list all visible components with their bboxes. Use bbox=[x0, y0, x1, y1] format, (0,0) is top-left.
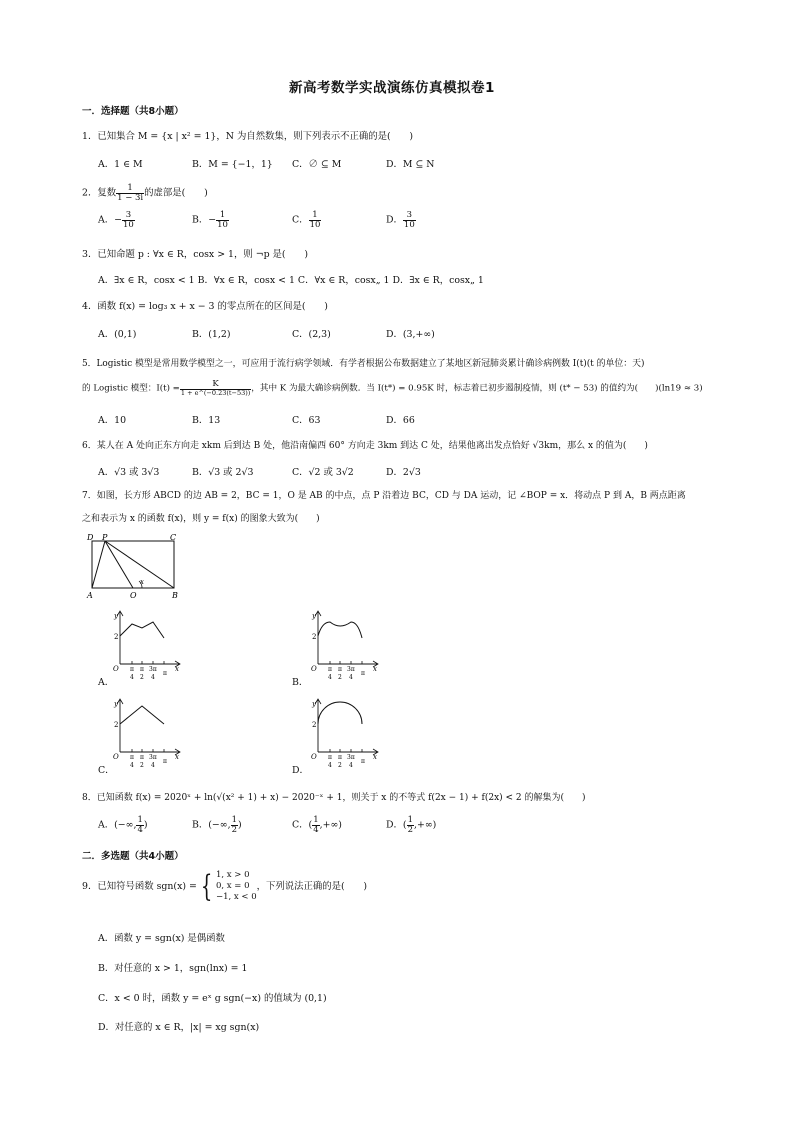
y-axis-label: y bbox=[114, 612, 118, 620]
question-3-options: A．∃x ∈ R，cosx < 1 B．∀x ∈ R，cosx < 1 C．∀x ∈ R，cosx„ 1 D．∃x ∈ R，cosx„ 1 bbox=[98, 275, 484, 286]
tick-pi: π bbox=[163, 758, 167, 765]
question-9-option-a: A．函数 y = sgn(x) 是偶函数 bbox=[98, 933, 225, 944]
question-7-line-2: 之和表示为 x 的函数 f(x)，则 y = f(x) 的图象大致为( ) bbox=[82, 514, 320, 524]
question-7-option-c: C． bbox=[98, 765, 115, 776]
fraction-denominator: 10 bbox=[403, 219, 415, 230]
x-axis-label: x bbox=[373, 665, 377, 673]
question-6-option-b: B．√3 或 2√3 bbox=[192, 467, 254, 478]
tick-pi-2-num: π bbox=[338, 666, 342, 673]
graph-option-a bbox=[108, 608, 188, 680]
option-label: B．− bbox=[192, 214, 217, 226]
option-label: D． bbox=[386, 214, 403, 226]
question-2-option-a bbox=[98, 211, 135, 229]
section-heading-choice: 一．选择题（共8小题） bbox=[82, 106, 184, 117]
question-9-option-d: D．对任意的 x ∈ R，|x| = xg sgn(x) bbox=[98, 1022, 260, 1033]
tick-3pi-4-num: 3π bbox=[149, 666, 157, 673]
option-label: A．(−∞, bbox=[98, 819, 137, 831]
option-close-paren: ) bbox=[238, 819, 242, 831]
y-axis-label: y bbox=[312, 612, 316, 620]
question-5-line-2-suffix: ，其中 K 为最大确诊病例数．当 I(t*) = 0.95K 时，标志着已初步遏制疫情，则 (t* − 53) 的值约为( )(ln19 ≈ 3) bbox=[251, 383, 703, 394]
question-2-stem-prefix: 2．复数 bbox=[82, 187, 117, 199]
question-9-stem-suffix: ，下列说法正确的是( ) bbox=[256, 881, 368, 892]
option-fraction bbox=[309, 211, 322, 229]
tick-3pi-4-den: 4 bbox=[151, 762, 155, 769]
question-4-stem: 4．函数 f(x) = log₃ x + x − 3 的零点所在的区间是( ) bbox=[82, 301, 328, 312]
question-7-option-d: D． bbox=[292, 765, 309, 776]
rectangle-figure bbox=[86, 534, 186, 600]
question-6-stem: 6．某人在 A 处向正东方向走 xkm 后到达 B 处，他沿南偏西 60° 方向走 3km 到达 C 处，结果他离出发点恰好 √3km，那么 x 的值为( ) bbox=[82, 441, 648, 451]
tick-pi-4-num: π bbox=[328, 666, 332, 673]
y-tick-2: 2 bbox=[114, 721, 119, 729]
option-fraction bbox=[216, 211, 229, 229]
graph-option-b bbox=[306, 608, 386, 680]
option-label: B．(−∞, bbox=[192, 819, 231, 831]
option-fraction bbox=[312, 816, 319, 834]
tick-pi-2-den: 2 bbox=[338, 762, 342, 769]
fraction-denominator: 1 + e^(−0.23(t−53)) bbox=[180, 388, 251, 397]
question-5-option-d: D．66 bbox=[386, 415, 415, 426]
question-4-option-c: C．(2,3) bbox=[292, 329, 331, 340]
fraction-denominator: 1 − 3i bbox=[117, 192, 144, 203]
x-axis-label: x bbox=[175, 665, 179, 673]
page-title: 新高考数学实战演练仿真模拟卷1 bbox=[289, 80, 495, 96]
x-axis-label: x bbox=[175, 753, 179, 761]
curve-d bbox=[318, 702, 362, 724]
segment-po bbox=[105, 541, 133, 588]
option-label: A．− bbox=[98, 214, 123, 226]
fraction-denominator: 2 bbox=[231, 824, 237, 835]
option-label: C．( bbox=[292, 819, 313, 831]
question-2-stem bbox=[82, 184, 208, 202]
tick-3pi-4-den: 4 bbox=[349, 674, 353, 681]
tick-pi-4-num: π bbox=[328, 754, 332, 761]
fraction-numerator: 1 bbox=[309, 211, 322, 221]
cases-brace: { bbox=[200, 868, 213, 904]
tick-3pi-4-num: 3π bbox=[347, 754, 355, 761]
tick-pi-4-den: 4 bbox=[130, 762, 134, 769]
label-o: O bbox=[130, 591, 137, 600]
fraction-numerator: 1 bbox=[116, 184, 144, 194]
y-tick-2: 2 bbox=[312, 721, 317, 729]
question-9-option-b: B．对任意的 x > 1，sgn(lnx) = 1 bbox=[98, 963, 248, 974]
question-5-line-2-prefix: 的 Logistic 模型：I(t) = bbox=[82, 383, 180, 394]
origin-label: O bbox=[113, 665, 119, 673]
tick-pi-2-den: 2 bbox=[140, 762, 144, 769]
question-1-option-d: D．M ⊆ N bbox=[386, 159, 435, 170]
label-a: A bbox=[87, 591, 93, 600]
graph-option-c bbox=[108, 696, 188, 768]
y-tick-2: 2 bbox=[312, 633, 317, 641]
label-b: B bbox=[172, 591, 178, 600]
case-positive: 1, x > 0 bbox=[215, 870, 250, 880]
question-2-option-b bbox=[192, 211, 229, 229]
question-2-option-c bbox=[292, 211, 321, 229]
question-9-option-c: C．x < 0 时，函数 y = eˣ g sgn(−x) 的值域为 (0,1) bbox=[98, 993, 327, 1004]
question-1-option-c: C．∅ ⊆ M bbox=[292, 159, 342, 170]
question-7-line-1: 7．如图，长方形 ABCD 的边 AB = 2，BC = 1，O 是 AB 的中点，点 P 沿着边 BC，CD 与 DA 运动，记 ∠BOP = x．将动点 P 到 A，B 两点距离 bbox=[82, 491, 686, 501]
curve-b bbox=[318, 622, 362, 638]
question-5-option-b: B．13 bbox=[192, 415, 221, 426]
fraction-denominator: 4 bbox=[137, 824, 143, 835]
fraction-denominator: 10 bbox=[123, 219, 134, 230]
fraction-numerator: 1 bbox=[407, 815, 413, 825]
tick-3pi-4-den: 4 bbox=[151, 674, 155, 681]
case-negative: −1, x < 0 bbox=[215, 892, 257, 902]
origin-label: O bbox=[311, 665, 317, 673]
fraction-numerator: 1 bbox=[313, 815, 319, 825]
tick-pi-4-den: 4 bbox=[328, 674, 332, 681]
fraction-numerator: 1 bbox=[137, 815, 143, 825]
graph-axes bbox=[315, 699, 378, 755]
tick-pi-4-num: π bbox=[130, 754, 134, 761]
question-5-line-2 bbox=[82, 380, 703, 396]
fraction-numerator: K bbox=[180, 380, 251, 390]
option-label: D．( bbox=[386, 819, 407, 831]
question-7-option-a: A． bbox=[98, 677, 115, 688]
tick-pi-2-den: 2 bbox=[338, 674, 342, 681]
question-1-option-b: B．M = {−1，1} bbox=[192, 159, 273, 170]
option-fraction bbox=[136, 816, 143, 834]
fraction-numerator: 1 bbox=[231, 815, 237, 825]
question-2-stem-suffix: 的虚部是( ) bbox=[144, 187, 208, 199]
label-d: D bbox=[87, 533, 94, 542]
tick-pi: π bbox=[163, 670, 167, 677]
option-fraction bbox=[403, 211, 416, 229]
question-6-option-c: C．√2 或 3√2 bbox=[292, 467, 354, 478]
rectangle-abcd bbox=[92, 541, 174, 588]
tick-pi: π bbox=[361, 758, 365, 765]
fraction-numerator: 1 bbox=[216, 211, 229, 221]
tick-3pi-4-den: 4 bbox=[349, 762, 353, 769]
tick-pi-4-num: π bbox=[130, 666, 134, 673]
question-4-option-b: B．(1,2) bbox=[192, 329, 231, 340]
fraction-numerator: 3 bbox=[403, 211, 416, 221]
option-label: C． bbox=[292, 214, 309, 226]
option-fraction bbox=[122, 211, 135, 229]
tick-3pi-4-num: 3π bbox=[149, 754, 157, 761]
graph-axes bbox=[315, 611, 378, 667]
question-9-stem bbox=[82, 870, 367, 903]
question-8-option-d bbox=[386, 816, 436, 834]
question-2-option-d bbox=[386, 211, 416, 229]
question-3-stem: 3．已知命题 p : ∀x ∈ R，cosx > 1，则 ¬p 是( ) bbox=[82, 249, 308, 260]
curve-a bbox=[120, 622, 164, 638]
tick-pi-2-num: π bbox=[140, 754, 144, 761]
question-5-fraction bbox=[180, 380, 251, 396]
question-2-fraction bbox=[116, 184, 144, 202]
x-axis-label: x bbox=[373, 753, 377, 761]
question-5-line-1: 5．Logistic 模型是常用数学模型之一，可应用于流行病学领域．有学者根据公布数据建立了某地区新冠肺炎累计确诊病例数 I(t)(t 的单位：天) bbox=[82, 359, 645, 369]
y-axis-label: y bbox=[114, 700, 118, 708]
fraction-denominator: 4 bbox=[313, 824, 319, 835]
section-heading-multi: 二．多选题（共4小题） bbox=[82, 851, 184, 862]
question-4-option-d: D．(3,+∞) bbox=[386, 329, 435, 340]
fraction-denominator: 2 bbox=[407, 824, 413, 835]
question-9-stem-prefix: 9．已知符号函数 sgn(x) = bbox=[82, 881, 197, 892]
piecewise-cases bbox=[216, 870, 257, 903]
tick-pi-4-den: 4 bbox=[328, 762, 332, 769]
tick-pi-2-den: 2 bbox=[140, 674, 144, 681]
question-8-option-c bbox=[292, 816, 342, 834]
option-tail: ,+∞) bbox=[413, 819, 437, 831]
segment-ap bbox=[92, 541, 105, 588]
tick-pi-2-num: π bbox=[338, 754, 342, 761]
question-8-stem: 8．已知函数 f(x) = 2020ˣ + ln(√(x² + 1) + x) − 2020⁻ˣ + 1，则关于 x 的不等式 f(2x − 1) + f(2x) < 2 的解集为( ) bbox=[82, 793, 586, 803]
question-1-option-a: A．1 ∈ M bbox=[98, 159, 143, 170]
label-c: C bbox=[170, 533, 177, 542]
tick-pi-4-den: 4 bbox=[130, 674, 134, 681]
question-6-option-a: A．√3 或 3√3 bbox=[98, 467, 160, 478]
tick-3pi-4-num: 3π bbox=[347, 666, 355, 673]
question-6-option-d: D．2√3 bbox=[386, 467, 421, 478]
question-5-option-c: C．63 bbox=[292, 415, 321, 426]
fraction-denominator: 10 bbox=[217, 219, 228, 230]
y-axis-label: y bbox=[312, 700, 316, 708]
y-tick-2: 2 bbox=[114, 633, 119, 641]
graph-axes bbox=[117, 699, 180, 755]
graph-option-d bbox=[306, 696, 386, 768]
label-p: P bbox=[102, 533, 108, 542]
origin-label: O bbox=[113, 753, 119, 761]
origin-label: O bbox=[311, 753, 317, 761]
curve-c bbox=[120, 706, 164, 724]
option-fraction bbox=[231, 816, 238, 834]
question-8-option-a bbox=[98, 816, 148, 834]
fraction-numerator: 3 bbox=[122, 211, 135, 221]
option-fraction bbox=[407, 816, 414, 834]
option-tail: ,+∞) bbox=[319, 819, 342, 831]
question-7-option-b: B． bbox=[292, 677, 309, 688]
question-8-option-b bbox=[192, 816, 242, 834]
fraction-denominator: 10 bbox=[309, 219, 321, 230]
tick-pi: π bbox=[361, 670, 365, 677]
option-close-paren: ) bbox=[143, 819, 148, 831]
question-4-option-a: A．(0,1) bbox=[98, 329, 137, 340]
case-zero: 0, x = 0 bbox=[215, 881, 250, 891]
question-5-option-a: A．10 bbox=[98, 415, 127, 426]
label-x: x bbox=[140, 578, 144, 586]
graph-axes bbox=[117, 611, 180, 667]
tick-pi-2-num: π bbox=[140, 666, 144, 673]
question-1-stem: 1．已知集合 M = {x | x² = 1}，N 为自然数集，则下列表示不正确的是( ) bbox=[82, 131, 414, 142]
